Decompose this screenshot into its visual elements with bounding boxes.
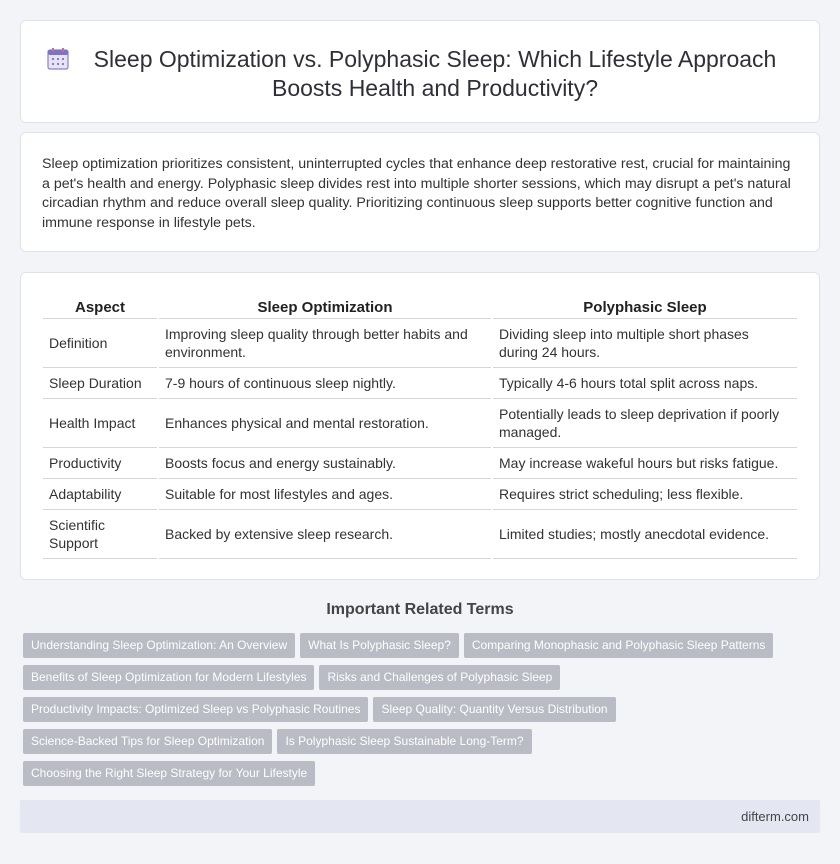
related-terms-list: [23, 633, 813, 793]
cell-optimization: Enhances physical and mental restoration.: [159, 399, 491, 448]
cell-optimization: 7-9 hours of continuous sleep nightly.: [159, 368, 491, 399]
related-term-link[interactable]: Comparing Monophasic and Polyphasic Sleep Patterns: [464, 633, 774, 658]
related-term-link[interactable]: Is Polyphasic Sleep Sustainable Long-Term?: [277, 729, 531, 754]
cell-polyphasic: May increase wakeful hours but risks fatigue.: [493, 448, 797, 479]
cell-polyphasic: Dividing sleep into multiple short phases during 24 hours.: [493, 319, 797, 368]
cell-polyphasic: Requires strict scheduling; less flexible.: [493, 479, 797, 510]
comparison-table: [41, 295, 799, 559]
related-terms-heading: Important Related Terms: [326, 601, 514, 618]
table-row: [43, 399, 797, 448]
cell-aspect: Scientific Support: [43, 510, 157, 559]
related-term-link[interactable]: Understanding Sleep Optimization: An Overview: [23, 633, 295, 658]
cell-polyphasic: Limited studies; mostly anecdotal evidence.: [493, 510, 797, 559]
related-term-link[interactable]: Benefits of Sleep Optimization for Modern Lifestyles: [23, 665, 314, 690]
header-aspect: Aspect: [43, 295, 157, 319]
cell-polyphasic: Potentially leads to sleep deprivation if poorly managed.: [493, 399, 797, 448]
intro-paragraph: Sleep optimization prioritizes consistent, uninterrupted cycles that enhance deep restorative rest, crucial for maintaining a pet's health and energy. Polyphasic sleep divides rest into multiple shorter sessions, which may disrupt a pet's natural circadian rhythm and reduce overall sleep quality. Prioritizing continuous sleep supports better cognitive function and immune response in lifestyle pets.: [42, 156, 791, 231]
tag-row: [23, 633, 813, 665]
tag-row: [23, 665, 813, 697]
table-row: [43, 448, 797, 479]
cell-aspect: Adaptability: [43, 479, 157, 510]
cell-optimization: Improving sleep quality through better habits and environment.: [159, 319, 491, 368]
table-row: [43, 319, 797, 368]
table-row: [43, 479, 797, 510]
related-term-link[interactable]: What Is Polyphasic Sleep?: [300, 633, 459, 658]
footer: [20, 800, 820, 833]
related-term-link[interactable]: Sleep Quality: Quantity Versus Distribution: [373, 697, 615, 722]
table-row: [43, 510, 797, 559]
header-sleep-optimization: Sleep Optimization: [159, 295, 491, 319]
related-term-link[interactable]: Productivity Impacts: Optimized Sleep vs Polyphasic Routines: [23, 697, 368, 722]
related-term-link[interactable]: Science-Backed Tips for Sleep Optimization: [23, 729, 272, 754]
related-term-link[interactable]: Risks and Challenges of Polyphasic Sleep: [319, 665, 560, 690]
site-name[interactable]: difterm.com: [741, 809, 809, 824]
cell-aspect: Sleep Duration: [43, 368, 157, 399]
header-polyphasic-sleep: Polyphasic Sleep: [493, 295, 797, 319]
related-term-link[interactable]: Choosing the Right Sleep Strategy for Your Lifestyle: [23, 761, 315, 786]
table-row: [43, 368, 797, 399]
tag-row: [23, 697, 813, 729]
tag-row: [23, 761, 813, 793]
intro-card: [20, 132, 820, 252]
cell-aspect: Definition: [43, 319, 157, 368]
cell-aspect: Productivity: [43, 448, 157, 479]
cell-optimization: Backed by extensive sleep research.: [159, 510, 491, 559]
cell-optimization: Suitable for most lifestyles and ages.: [159, 479, 491, 510]
page-title: Sleep Optimization vs. Polyphasic Sleep: Which Lifestyle Approach Boosts Health and Productivity?: [93, 46, 777, 101]
title-card: [20, 20, 820, 123]
cell-optimization: Boosts focus and energy sustainably.: [159, 448, 491, 479]
comparison-card: [20, 272, 820, 580]
cell-polyphasic: Typically 4-6 hours total split across naps.: [493, 368, 797, 399]
cell-aspect: Health Impact: [43, 399, 157, 448]
tag-row: [23, 729, 813, 761]
